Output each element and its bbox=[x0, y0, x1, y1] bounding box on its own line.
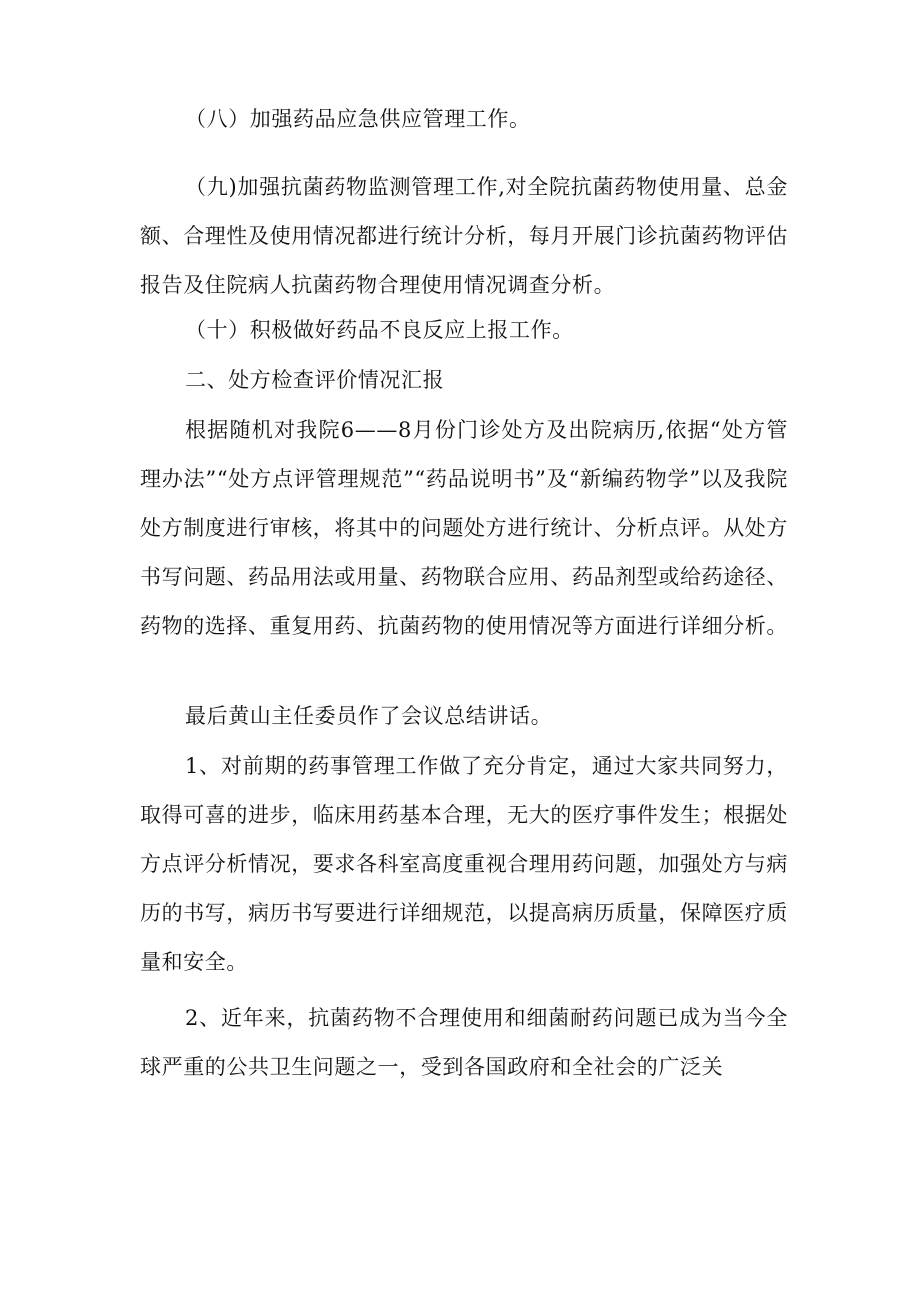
paragraph-point-2: 2、近年来，抗菌药物不合理使用和细菌耐药问题已成为当今全球严重的公共卫生问题之一，受到各国政府和全社会的广泛关 bbox=[140, 1006, 788, 1079]
paragraph-item-9: （九)加强抗菌药物监测管理工作,对全院抗菌药物使用量、总金额、合理性及使用情况都进行统计分析，每月开展门诊抗菌药物评估报告及住院病人抗菌药物合理使用情况调查分析。 bbox=[140, 175, 788, 297]
paragraph-summary-intro: 最后黄山主任委员作了会议总结讲话。 bbox=[185, 704, 553, 728]
paragraph-item-10: （十）积极做好药品不良反应上报工作。 bbox=[185, 318, 574, 342]
section-heading: 二、处方检查评价情况汇报 bbox=[185, 368, 445, 392]
paragraph-point-1: 1、对前期的药事管理工作做了充分肯定，通过大家共同努力，取得可喜的进步，临床用药基本合理，无大的医疗事件发生；根据处方点评分析情况，要求各科室高度重视合理用药问题，加强处方与病历的书写，病历书写要进行详细规范，以提高病历质量，保障医疗质量和安全。 bbox=[140, 754, 788, 974]
paragraph-review-body: 根据随机对我院6——8月份门诊处方及出院病历,依据“处方管理办法”“处方点评管理规范”“药品说明书”及“新编药物学”以及我院处方制度进行审核，将其中的问题处方进行统计、分析点评。从处方书写问题、药品用法或用量、药物联合应用、药品剂型或给药途径、药物的选择、重复用药、抗菌药物的使用情况等方面进行详细分析。 bbox=[140, 418, 788, 638]
paragraph-item-8: （八）加强药品应急供应管理工作。 bbox=[185, 107, 531, 131]
